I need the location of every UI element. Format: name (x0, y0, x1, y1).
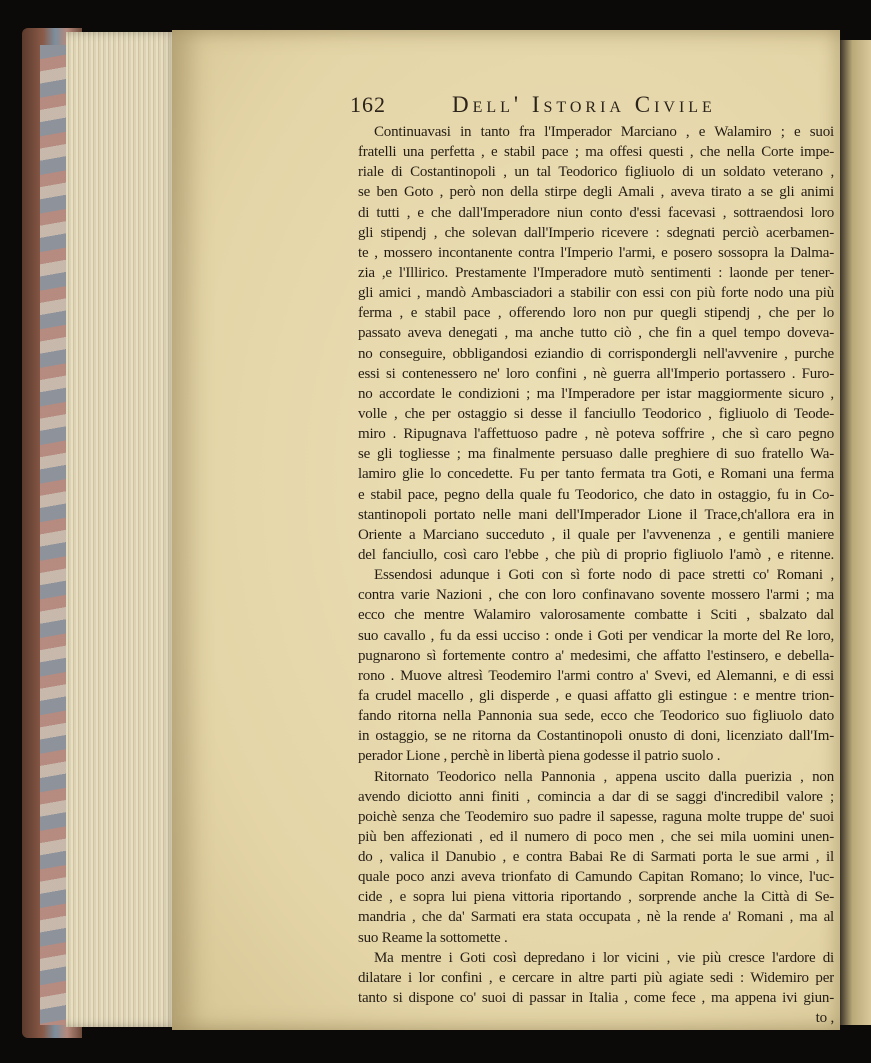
text-line: quale poco anzi aveva trionfato di Camundo Capitan Romano; lo vince, l'uc- (358, 869, 834, 886)
text-line: suo cavallo , fu da essi ucciso : onde i Goti per vendicar la morte del Re loro, (358, 627, 834, 644)
text-line: fa crudel macello , gli disperde , e quasi affatto gli estingue : e mentre trion- (358, 687, 834, 704)
text-line: poichè senza che Teodemiro suo padre il sapesse, raguna molte truppe de' suoi (358, 808, 834, 825)
text-line: Ritornato Teodorico nella Pannonia , appena uscito dalla puerizia , non (374, 768, 834, 785)
text-line: Essendosi adunque i Goti con sì forte nodo di pace stretti co' Romani , (374, 567, 834, 584)
text-line: perador Lione , perchè in libertà piena godesse il patrio suolo . (358, 748, 721, 765)
text-line: dilatare i lor confini , e cercare in altre parti più agiate sedi : Widemiro per (358, 969, 834, 986)
text-line: volle , che per ostaggio si desse il fanciullo Teodorico , figliuolo di Teode- (358, 405, 834, 422)
text-line: più ben affezionati , ed il numero di poco men , che sei mila uomini unen- (358, 828, 834, 845)
text-line: lamiro glie lo concedette. Fu per tanto fermata tra Goti, e Romani una ferma (358, 466, 834, 483)
text-line: ecco che mentre Walamiro valorosamente combatte i Sciti , sbalzato dal (358, 607, 834, 624)
text-line: mandria , che da' Sarmati era stata occupata , nè la rende a' Romani , ma al (358, 909, 834, 926)
text-line: ferma , e stabil pace , offerendo loro non pur quegli stipendj , che per lo (358, 305, 834, 322)
running-header (350, 92, 750, 122)
body-text (358, 122, 834, 1027)
text-line: cide , e sopra lui piena vittoria riportando , sorprende anche la Città di Se- (358, 889, 834, 906)
text-line: essi si contenessero ne' loro confini , nè guerra all'Imperio portassero . Furo- (358, 365, 834, 382)
text-line: pugnarono sì fortemente contro a' medesimi, che affatto l'estinsero, e debella- (358, 647, 834, 664)
text-line: rono . Muove altresì Teodemiro l'armi contro a' Svevi, ed Alemanni, e di essi (358, 667, 834, 684)
facing-page-edge (840, 40, 871, 1025)
page-edges (66, 32, 178, 1027)
text-line: to , (815, 1010, 834, 1027)
text-line: stantinopoli portato nelle mani dell'Imperador Lione il Trace,ch'allora era in (358, 506, 834, 523)
text-line: tanto si dispone co' suoi di passar in Italia , come fece , ma appena ivi giun- (358, 990, 834, 1007)
text-line: passato aveva denegati , ma anche tutto ciò , che fin a quel tempo doveva- (358, 325, 834, 342)
running-title: Dell' Istoria Civile (452, 92, 716, 117)
text-line: contra varie Nazioni , che con loro confinavano sovente mossero l'armi ; ma (358, 587, 834, 604)
text-line: fando ritorna nella Pannonia sua sede, ecco che Teodorico suo figliuolo dato (358, 708, 834, 725)
text-line: di tutti , e che dall'Imperadore niun conto d'essi facevasi , sottraendosi loro (358, 204, 834, 221)
text-line: se ben Goto , però non della stirpe degli Amali , aveva tirato a se gli animi (358, 184, 834, 201)
text-line: e stabil pace, pegno della quale fu Teodorico, che dato in ostaggio, fu in Co- (358, 486, 834, 503)
text-line: in ostaggio, se ne ritorna da Costantinopoli onusto di doni, licenziato dall'Im- (358, 728, 834, 745)
text-line: zia ,e l'Illirico. Prestamente l'Imperadore mutò sentimenti : laonde per tener- (358, 264, 834, 281)
text-line: suo Reame la sottomette . (358, 929, 508, 946)
text-line: avendo diciotto anni finiti , comincia a dar di se saggi d'incredibil valore ; (358, 788, 834, 805)
text-line: miro . Ripugnava l'affettuoso padre , nè poteva soffrire , che sì caro pegno (358, 426, 834, 443)
text-line: Oriente a Marciano succeduto , il quale per l'avvenenza , e gentili maniere (358, 526, 834, 543)
text-line: no accordate le condizioni ; ma l'Imperadore per istar maggiormente sicuro , (358, 385, 834, 402)
page-number: 162 (350, 92, 386, 117)
text-line: no conseguire, obbligandosi eziandio di corrispondergli nell'avvenire , purche (358, 345, 834, 362)
text-line: riale di Costantinopoli , un tal Teodorico figliuolo di un soldato veterano , (358, 164, 834, 181)
text-line: gli amici , mandò Ambasciadori a stabilir con essi con più forte nodo una più (358, 285, 834, 302)
text-line: se gli togliesse ; ma finalmente persuaso dalle preghiere di suo fratello Wa- (358, 446, 834, 463)
text-line: te , mossero incontanente contra l'Imperio l'armi, e posero sossopra la Dalma- (358, 244, 834, 261)
text-line: Continuavasi in tanto fra l'Imperador Marciano , e Walamiro ; e suoi (374, 124, 834, 140)
text-line: gli stipendj , che solevan dall'Imperio ricevere : sdegnati perciò acerbamen- (358, 224, 834, 241)
text-line: del fanciullo, così caro l'ebbe , che più di proprio figliuolo l'amò , e ritenne. (358, 546, 834, 563)
text-line: fratelli una perfetta , e stabil pace ; ma offesi questi , che nella Corte impe- (358, 144, 834, 161)
text-line: Ma mentre i Goti così depredano i lor vicini , vie più cresce l'ardore di (374, 949, 834, 966)
text-line: do , valica il Danubio , e contra Babai Re di Sarmati porta le sue armi , il (358, 849, 834, 866)
